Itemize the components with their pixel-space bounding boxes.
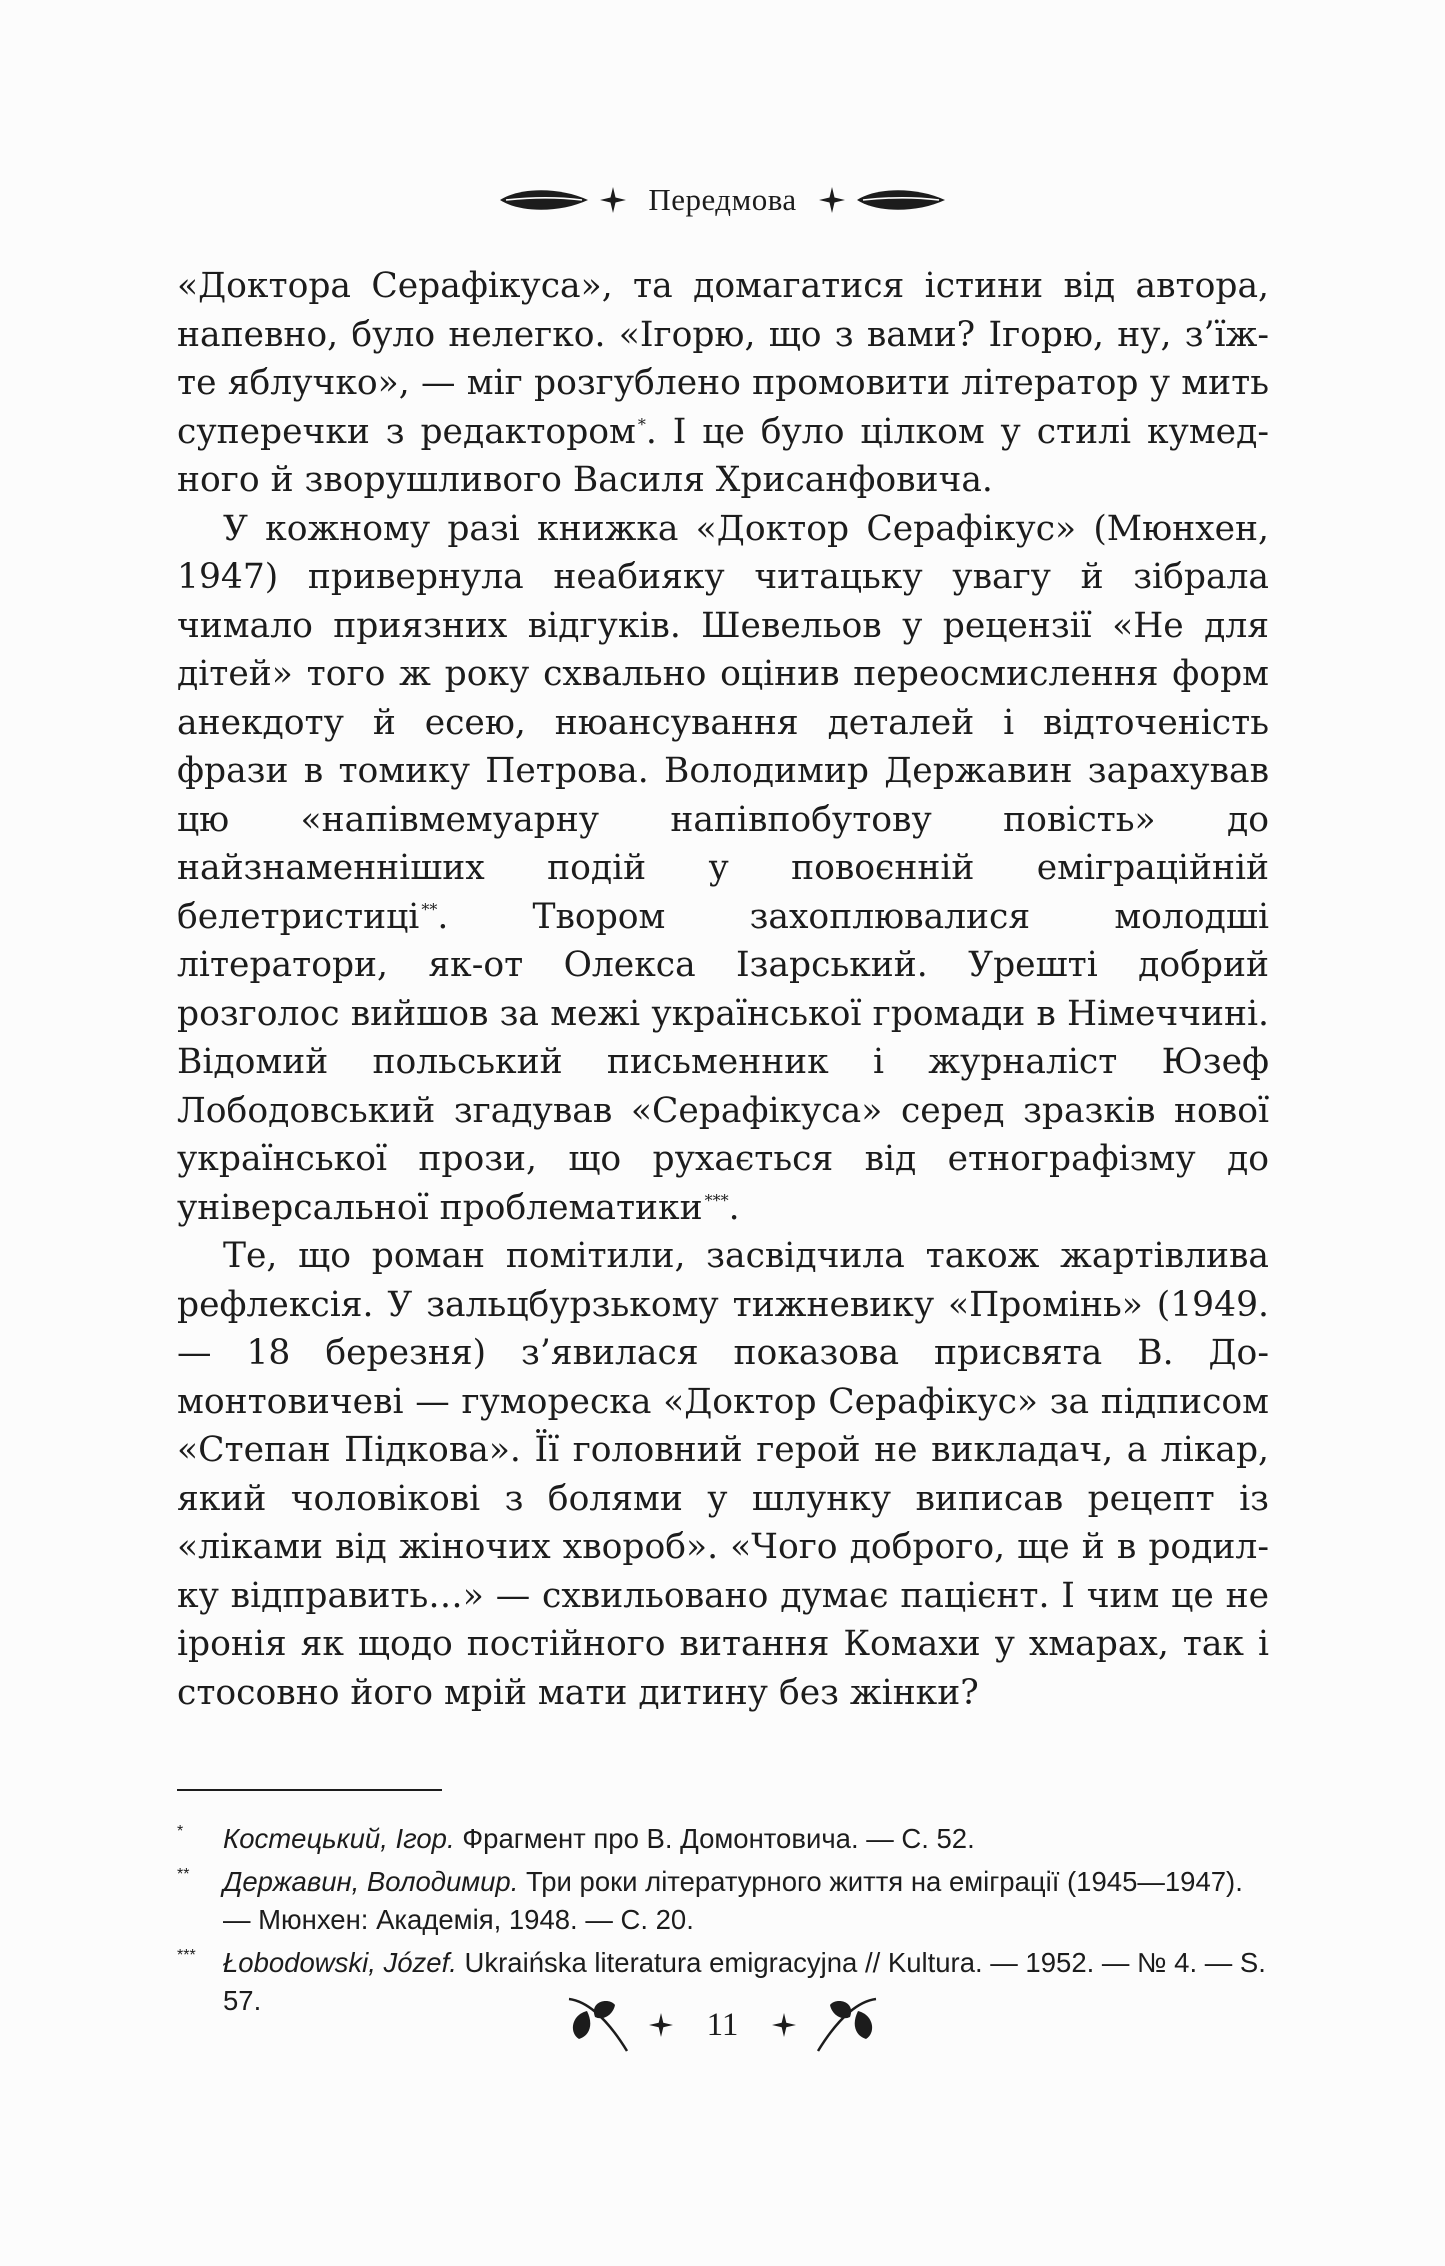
footnote-mark: *** xyxy=(177,1947,196,1964)
sparkle-footer-left-icon xyxy=(649,2013,673,2037)
footnote-separator xyxy=(177,1789,442,1791)
footnote-author: Łobodowski, Józef. xyxy=(223,1947,457,1978)
footnote-source: Фрагмент про В. Домонтовича. — С. 52. xyxy=(454,1823,975,1854)
footnote-ref-3: *** xyxy=(704,1191,729,1210)
footnote-mark: ** xyxy=(177,1866,190,1883)
paragraph-2 xyxy=(177,505,1269,1233)
leaf-ornament-left-icon xyxy=(498,185,590,215)
page-number: 11 xyxy=(706,2006,739,2043)
paragraph-2-text: У кожному разі книжка «Доктор Серафікус» (Мюнхен, 1947) привернула неабияку читацьку увагу й зібрала чимало приязних відгуків. Шевельов у рецензії «Не для дітей» того ж року схвально оцінив переосмислення форм анекдоту й есею, нюансування деталей і відточеність фрази в томику Петрова. Володимир Державин зарахував цю «напівмемуарну напівпобутову повість» до найзнаменніших подій у повоєнній еміграційній белетристиці xyxy=(177,508,1269,937)
footnote-ref-2: ** xyxy=(421,900,438,919)
paragraph-1 xyxy=(177,262,1269,505)
footnote-source: Ukraińska literatura emigracyjna // Kultura. — 1952. — № 4. — S. 57. xyxy=(223,1947,1266,2016)
footnote-2 xyxy=(177,1863,1269,1939)
footnote-text xyxy=(223,1863,1269,1939)
paragraph-1-text-cont: . І це було цілком у стилі кумедного й зворушливого Василя Хрисанфовича. xyxy=(177,411,1269,500)
leaf-ornament-right-icon xyxy=(855,185,947,215)
footnote-ref-1: * xyxy=(637,415,646,434)
footnote-mark: * xyxy=(177,1823,184,1840)
sparkle-left-icon xyxy=(600,187,626,213)
leaf-sprig-right-icon xyxy=(810,1995,880,2055)
paragraph-2-text-cont: . Твором захоплювалися молодші літератори, як-от Олекса Ізарський. Урешті добрий розголос вийшов за межі української громади в Німеччині. Відомий польський письменник і журналіст Юзеф Лободовський згадував «Серафікуса» серед зразків нової української прози, що рухається від етнографізму до універсальної проблематики xyxy=(177,896,1269,1228)
running-header xyxy=(0,170,1445,230)
footnote-text xyxy=(223,1820,1269,1858)
header-title: Передмова xyxy=(648,182,797,217)
paragraph-2-text-end: . xyxy=(728,1187,740,1228)
paragraph-3-text: Те, що роман помітили, засвідчила також жартівлива рефлексія. У зальцбурзькому тижневику «Промінь» (1949. — 18 березня) з’явилася показова присвята В. Домонтовичеві — гумореска «Доктор Серафікус» за підписом «Степан Підкова». Її головний герой не викладач, а лікар, який чоловікові з болями у шлунку виписав рецепт із «ліками від жіночих хвороб». «Чого доброго, ще й в родилку відправить…» — схвильовано думає пацієнт. І чим це не іронія як щодо постійного витання Комахи у хмарах, так і стосовно його мрій мати дитину без жінки? xyxy=(177,1236,1269,1713)
footnote-source: Три роки літературного життя на еміграції (1945—1947). — Мюнхен: Академія, 1948. — С. 20. xyxy=(223,1866,1243,1935)
paragraph-1-text: «Доктора Серафікуса», та домагатися істини від автора, напевно, було нелегко. «Ігорю, що з вами? Ігорю, ну, з’їжте яблучко», — міг розгублено промовити літератор у мить суперечки з редактором xyxy=(177,266,1269,452)
sparkle-right-icon xyxy=(819,187,845,213)
paragraph-3 xyxy=(177,1232,1269,1717)
footnote-author: Державин, Володимир. xyxy=(223,1866,519,1897)
sparkle-footer-right-icon xyxy=(772,2013,796,2037)
leaf-sprig-left-icon xyxy=(565,1995,635,2055)
footnote-1 xyxy=(177,1820,1269,1858)
footnote-author: Костецький, Ігор. xyxy=(223,1823,455,1854)
page-footer xyxy=(0,1990,1445,2060)
body-text xyxy=(177,262,1269,1717)
